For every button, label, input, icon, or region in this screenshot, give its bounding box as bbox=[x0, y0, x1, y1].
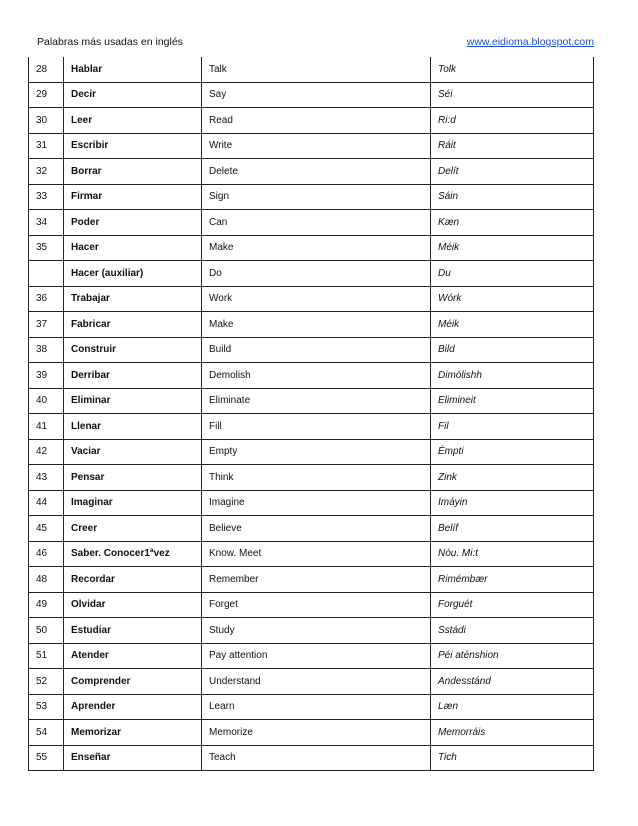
row-number: 41 bbox=[29, 414, 64, 440]
row-number: 29 bbox=[29, 82, 64, 108]
row-number: 39 bbox=[29, 363, 64, 389]
english-word: Think bbox=[202, 465, 431, 491]
english-word: Say bbox=[202, 82, 431, 108]
row-number: 46 bbox=[29, 541, 64, 567]
site-link[interactable]: www.eidioma.blogspot.com bbox=[466, 36, 594, 48]
table-row bbox=[29, 108, 594, 134]
row-number: 49 bbox=[29, 592, 64, 618]
pronunciation: Ráit bbox=[431, 133, 594, 159]
table-row bbox=[29, 133, 594, 159]
row-number: 34 bbox=[29, 210, 64, 236]
table-row bbox=[29, 745, 594, 771]
english-word: Memorize bbox=[202, 720, 431, 746]
english-word: Eliminate bbox=[202, 388, 431, 414]
spanish-word: Trabajar bbox=[64, 286, 202, 312]
english-word: Know. Meet bbox=[202, 541, 431, 567]
table-row bbox=[29, 414, 594, 440]
table-row bbox=[29, 643, 594, 669]
english-word: Work bbox=[202, 286, 431, 312]
row-number: 38 bbox=[29, 337, 64, 363]
table-row bbox=[29, 261, 594, 287]
pronunciation: Tolk bbox=[431, 57, 594, 82]
english-word: Sign bbox=[202, 184, 431, 210]
english-word: Study bbox=[202, 618, 431, 644]
english-word: Imagine bbox=[202, 490, 431, 516]
english-word: Delete bbox=[202, 159, 431, 185]
spanish-word: Derribar bbox=[64, 363, 202, 389]
pronunciation: Kæn bbox=[431, 210, 594, 236]
pronunciation: Delít bbox=[431, 159, 594, 185]
table-row bbox=[29, 82, 594, 108]
english-word: Forget bbox=[202, 592, 431, 618]
row-number: 44 bbox=[29, 490, 64, 516]
pronunciation: Fil bbox=[431, 414, 594, 440]
table-row bbox=[29, 184, 594, 210]
table-row bbox=[29, 465, 594, 491]
pronunciation: Séi bbox=[431, 82, 594, 108]
spanish-word: Decir bbox=[64, 82, 202, 108]
table-row bbox=[29, 516, 594, 542]
row-number: 37 bbox=[29, 312, 64, 338]
spanish-word: Llenar bbox=[64, 414, 202, 440]
row-number: 31 bbox=[29, 133, 64, 159]
row-number: 51 bbox=[29, 643, 64, 669]
english-word: Build bbox=[202, 337, 431, 363]
row-number: 35 bbox=[29, 235, 64, 261]
spanish-word: Olvidar bbox=[64, 592, 202, 618]
vocabulary-table bbox=[28, 57, 594, 771]
spanish-word: Aprender bbox=[64, 694, 202, 720]
spanish-word: Comprender bbox=[64, 669, 202, 695]
page-title: Palabras más usadas en inglés bbox=[37, 36, 183, 48]
pronunciation: Sstádi bbox=[431, 618, 594, 644]
pronunciation: Péi aténshion bbox=[431, 643, 594, 669]
spanish-word: Imaginar bbox=[64, 490, 202, 516]
spanish-word: Hacer bbox=[64, 235, 202, 261]
english-word: Teach bbox=[202, 745, 431, 771]
row-number: 42 bbox=[29, 439, 64, 465]
pronunciation: Ri:d bbox=[431, 108, 594, 134]
english-word: Believe bbox=[202, 516, 431, 542]
english-word: Read bbox=[202, 108, 431, 134]
spanish-word: Creer bbox=[64, 516, 202, 542]
spanish-word: Vaciar bbox=[64, 439, 202, 465]
english-word: Demolish bbox=[202, 363, 431, 389]
table-row bbox=[29, 337, 594, 363]
english-word: Can bbox=[202, 210, 431, 236]
spanish-word: Pensar bbox=[64, 465, 202, 491]
table-row bbox=[29, 490, 594, 516]
english-word: Fill bbox=[202, 414, 431, 440]
pronunciation: Méik bbox=[431, 235, 594, 261]
pronunciation: Nóu. Mi:t bbox=[431, 541, 594, 567]
row-number: 52 bbox=[29, 669, 64, 695]
spanish-word: Eliminar bbox=[64, 388, 202, 414]
table-row bbox=[29, 592, 594, 618]
table-row bbox=[29, 363, 594, 389]
pronunciation: Zink bbox=[431, 465, 594, 491]
spanish-word: Construir bbox=[64, 337, 202, 363]
pronunciation: Dimólishh bbox=[431, 363, 594, 389]
spanish-word: Enseñar bbox=[64, 745, 202, 771]
pronunciation: Méik bbox=[431, 312, 594, 338]
spanish-word: Saber. Conocer1ªvez bbox=[64, 541, 202, 567]
row-number: 54 bbox=[29, 720, 64, 746]
spanish-word: Memorizar bbox=[64, 720, 202, 746]
row-number: 28 bbox=[29, 57, 64, 82]
english-word: Make bbox=[202, 312, 431, 338]
english-word: Pay attention bbox=[202, 643, 431, 669]
spanish-word: Poder bbox=[64, 210, 202, 236]
row-number: 32 bbox=[29, 159, 64, 185]
pronunciation: Memorráis bbox=[431, 720, 594, 746]
table-row bbox=[29, 567, 594, 593]
row-number: 48 bbox=[29, 567, 64, 593]
pronunciation: Sáin bbox=[431, 184, 594, 210]
row-number: 55 bbox=[29, 745, 64, 771]
table-row bbox=[29, 57, 594, 82]
spanish-word: Escribir bbox=[64, 133, 202, 159]
table-row bbox=[29, 541, 594, 567]
table-row bbox=[29, 312, 594, 338]
spanish-word: Estudiar bbox=[64, 618, 202, 644]
row-number: 45 bbox=[29, 516, 64, 542]
row-number: 53 bbox=[29, 694, 64, 720]
english-word: Empty bbox=[202, 439, 431, 465]
pronunciation: Tich bbox=[431, 745, 594, 771]
table-row bbox=[29, 694, 594, 720]
spanish-word: Hacer (auxiliar) bbox=[64, 261, 202, 287]
spanish-word: Leer bbox=[64, 108, 202, 134]
table-row bbox=[29, 235, 594, 261]
row-number: 43 bbox=[29, 465, 64, 491]
table-row bbox=[29, 720, 594, 746]
row-number: 50 bbox=[29, 618, 64, 644]
table-row bbox=[29, 669, 594, 695]
english-word: Do bbox=[202, 261, 431, 287]
pronunciation: Forguét bbox=[431, 592, 594, 618]
spanish-word: Borrar bbox=[64, 159, 202, 185]
table-row bbox=[29, 388, 594, 414]
pronunciation: Rimémbær bbox=[431, 567, 594, 593]
row-number: 36 bbox=[29, 286, 64, 312]
spanish-word: Fabricar bbox=[64, 312, 202, 338]
table-row bbox=[29, 210, 594, 236]
pronunciation: Belíf bbox=[431, 516, 594, 542]
row-number: 40 bbox=[29, 388, 64, 414]
english-word: Understand bbox=[202, 669, 431, 695]
pronunciation: Wórk bbox=[431, 286, 594, 312]
english-word: Make bbox=[202, 235, 431, 261]
pronunciation: Du bbox=[431, 261, 594, 287]
spanish-word: Atender bbox=[64, 643, 202, 669]
table-row bbox=[29, 618, 594, 644]
row-number bbox=[29, 261, 64, 287]
pronunciation: Læn bbox=[431, 694, 594, 720]
spanish-word: Hablar bbox=[64, 57, 202, 82]
english-word: Remember bbox=[202, 567, 431, 593]
table-row bbox=[29, 286, 594, 312]
pronunciation: Andesstánd bbox=[431, 669, 594, 695]
table-row bbox=[29, 159, 594, 185]
pronunciation: Bild bbox=[431, 337, 594, 363]
english-word: Learn bbox=[202, 694, 431, 720]
english-word: Talk bbox=[202, 57, 431, 82]
pronunciation: Imáyin bbox=[431, 490, 594, 516]
row-number: 33 bbox=[29, 184, 64, 210]
spanish-word: Recordar bbox=[64, 567, 202, 593]
row-number: 30 bbox=[29, 108, 64, 134]
pronunciation: Émpti bbox=[431, 439, 594, 465]
spanish-word: Firmar bbox=[64, 184, 202, 210]
english-word: Write bbox=[202, 133, 431, 159]
page-header bbox=[37, 36, 594, 52]
pronunciation: Elimineit bbox=[431, 388, 594, 414]
table-row bbox=[29, 439, 594, 465]
